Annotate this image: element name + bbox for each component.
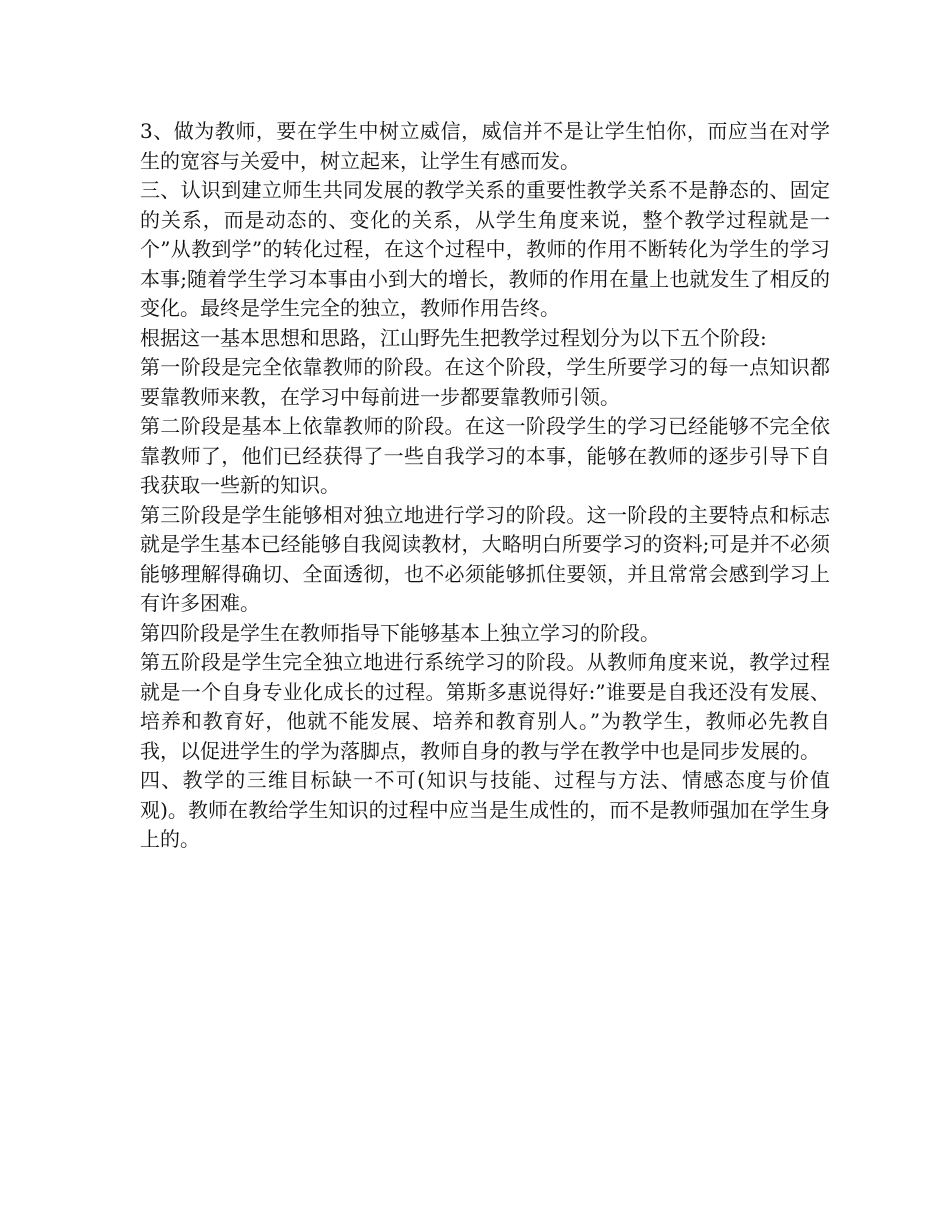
paragraph-stage-one: 第一阶段是完全依靠教师的阶段。在这个阶段，学生所要学习的每一点知识都要靠教师来教，在学习中每前进一步都要靠教师引领。 xyxy=(140,355,830,409)
paragraph-section-three: 三、认识到建立师生共同发展的教学关系的重要性教学关系不是静态的、固定的关系，而是动态的、变化的关系，从学生角度来说，整个教学过程就是一个”从教到学”的转化过程，在这个过程中，教师的作用不断转化为学生的学习本事;随着学生学习本事由小到大的增长，教师的作用在量上也就发生了相反的变化。最终是学生完全的独立，教师作用告终。 xyxy=(140,178,830,320)
paragraph-teacher-prestige: 3、做为教师，要在学生中树立威信，威信并不是让学生怕你，而应当在对学生的宽容与关爱中，树立起来，让学生有感而发。 xyxy=(140,119,830,173)
paragraph-stage-five: 第五阶段是学生完全独立地进行系统学习的阶段。从教师角度来说，教学过程就是一个自身专业化成长的过程。第斯多惠说得好:”谁要是自我还没有发展、培养和教育好，他就不能发展、培养和教育别人。”为教学生，教师必先教自我，以促进学生的学为落脚点，教师自身的教与学在教学中也是同步发展的。 xyxy=(140,650,830,763)
paragraph-five-stages-intro: 根据这一基本思想和思路，江山野先生把教学过程划分为以下五个阶段: xyxy=(140,325,767,350)
document-page xyxy=(140,117,830,855)
paragraph-stage-three: 第三阶段是学生能够相对独立地进行学习的阶段。这一阶段的主要特点和标志就是学生基本已经能够自我阅读教材，大略明白所要学习的资料;可是并不必须能够理解得确切、全面透彻，也不必须能够抓住要领，并且常常会感到学习上有许多困难。 xyxy=(140,502,830,615)
paragraph-stage-four: 第四阶段是学生在教师指导下能够基本上独立学习的阶段。 xyxy=(140,620,660,645)
paragraph-section-four: 四、教学的三维目标缺一不可(知识与技能、过程与方法、情感态度与价值观)。教师在教给学生知识的过程中应当是生成性的，而不是教师强加在学生身上的。 xyxy=(140,768,830,851)
paragraph-stage-two: 第二阶段是基本上依靠教师的阶段。在这一阶段学生的学习已经能够不完全依靠教师了，他们已经获得了一些自我学习的本事，能够在教师的逐步引导下自我获取一些新的知识。 xyxy=(140,414,830,497)
